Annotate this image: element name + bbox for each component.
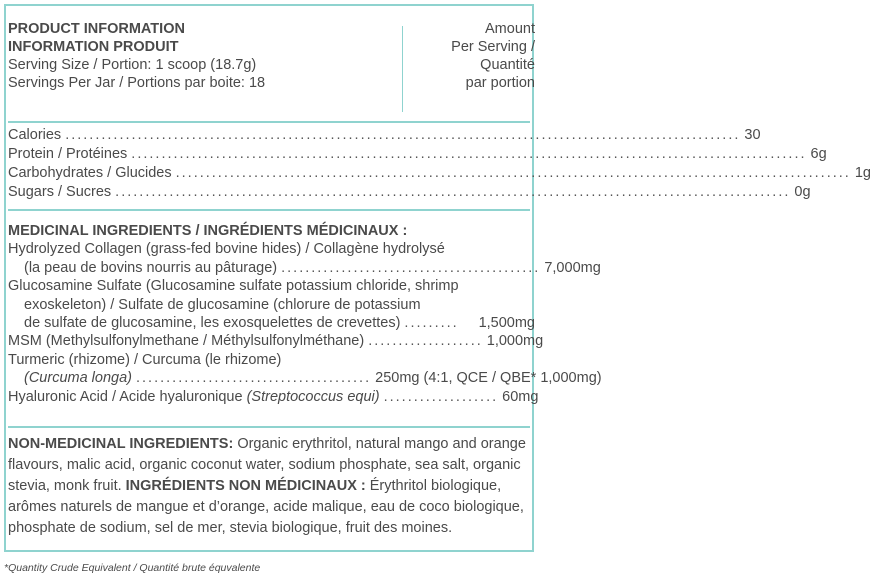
non-medicinal-title-en: NON-MEDICINAL INGREDIENTS:: [8, 436, 234, 452]
nutrition-label: Calories: [8, 127, 62, 143]
ingredient-value: 60mg: [502, 388, 539, 405]
nutrition-row-calories: [8, 126, 761, 144]
ingredient-latin-name: (Streptococcus equi): [246, 388, 380, 405]
footnote: *Quantity Crude Equivalent / Quantité brute équvalente: [4, 562, 261, 574]
ingredient-text: MSM (Methylsulfonylmethane / Méthylsulfonylméthane): [8, 333, 365, 350]
ingredient-collagen-detail: [8, 259, 601, 277]
ingredient-text: Hyaluronic Acid / Acide hyaluronique: [8, 388, 243, 405]
ingredient-value: 250mg (4:1, QCE / QBE* 1,000mg): [375, 370, 602, 387]
section-divider: [8, 209, 530, 211]
product-header: [8, 20, 388, 92]
nutrition-row-protein: [8, 145, 827, 163]
leader-dots: .......................................: [136, 370, 372, 387]
nutrition-value: 30: [744, 127, 761, 143]
nutrition-label: Protein / Protéines: [8, 146, 128, 162]
non-medicinal-ingredients: [8, 434, 533, 539]
ingredient-glucosamine-detail: [8, 314, 535, 332]
nutrition-value: 6g: [810, 146, 827, 162]
ingredient-text: Glucosamine Sulfate (Glucosamine sulfate potassium chloride, shrimp: [8, 278, 459, 295]
nutrition-label: Carbohydrates / Glucides: [8, 165, 172, 181]
nutrition-row-carbohydrates: [8, 164, 871, 182]
leader-dots: ................................................................................................................: [131, 146, 807, 162]
leader-dots: ...................: [383, 388, 499, 405]
non-medicinal-text-en: Organic erythritol, natural mango and orange flavours, malic acid, organic coconut water, sodium phosphate, sea salt, organic stevia, monk fruit.: [8, 436, 526, 494]
amount-line: par portion: [465, 75, 535, 91]
ingredient-turmeric-detail: [8, 369, 602, 387]
nutrition-label: Sugars / Sucres: [8, 184, 112, 200]
ingredient-turmeric: [8, 351, 535, 369]
ingredient-latin-name: (Curcuma longa): [24, 370, 132, 387]
leader-dots: ................................................................................................................: [65, 127, 741, 143]
serving-size: Serving Size / Portion: 1 scoop (18.7g): [8, 57, 257, 73]
ingredient-hyaluronic: [8, 388, 539, 406]
section-divider: [8, 121, 530, 123]
amount-line: Quantité: [480, 57, 535, 73]
ingredient-collagen: [8, 240, 535, 258]
ingredient-glucosamine: [8, 277, 535, 295]
title-en: PRODUCT INFORMATION: [8, 21, 185, 37]
servings-per-jar: Servings Per Jar / Portions par boite: 18: [8, 75, 266, 91]
ingredient-value: 1,000mg: [486, 333, 544, 350]
ingredient-glucosamine-detail: [8, 296, 535, 314]
ingredient-text: de sulfate de glucosamine, les exosquelettes de crevettes): [24, 315, 401, 332]
leader-dots: ...........................................: [281, 259, 541, 276]
header-divider: [402, 26, 403, 112]
amount-line: Amount: [485, 21, 535, 37]
section-divider: [8, 426, 530, 428]
ingredient-value: 7,000mg: [544, 259, 601, 276]
leader-dots: ...................: [368, 333, 483, 350]
ingredient-text: Hydrolyzed Collagen (grass-fed bovine hides) / Collagène hydrolysé: [8, 241, 445, 258]
leader-dots: .........: [404, 315, 459, 332]
nutrition-row-sugars: [8, 183, 811, 201]
title-fr: INFORMATION PRODUIT: [8, 39, 179, 55]
amount-line: Per Serving /: [451, 39, 535, 55]
ingredient-msm: [8, 332, 544, 350]
amount-per-serving: [405, 20, 535, 92]
ingredient-value: 1,500mg: [478, 315, 535, 332]
leader-dots: ................................................................................................................: [175, 165, 851, 181]
nutrition-value: 0g: [794, 184, 811, 200]
ingredient-text: exoskeleton) / Sulfate de glucosamine (chlorure de potassium: [24, 296, 421, 313]
nutrition-value: 1g: [854, 165, 871, 181]
medicinal-ingredients: [8, 222, 602, 406]
medicinal-title: MEDICINAL INGREDIENTS / INGRÉDIENTS MÉDICINAUX :: [8, 223, 408, 239]
non-medicinal-text-fr: Érythritol biologique, arômes naturels de mangue et d’orange, acide malique, eau de coco biologique, phosphate de sodium, sel de mer, stevia biologique, fruit des moines.: [8, 478, 524, 536]
ingredient-text: Turmeric (rhizome) / Curcuma (le rhizome): [8, 351, 282, 368]
ingredient-text: (la peau de bovins nourris au pâturage): [24, 259, 278, 276]
non-medicinal-title-fr: INGRÉDIENTS NON MÉDICINAUX :: [125, 478, 366, 494]
leader-dots: ................................................................................................................: [115, 184, 791, 200]
